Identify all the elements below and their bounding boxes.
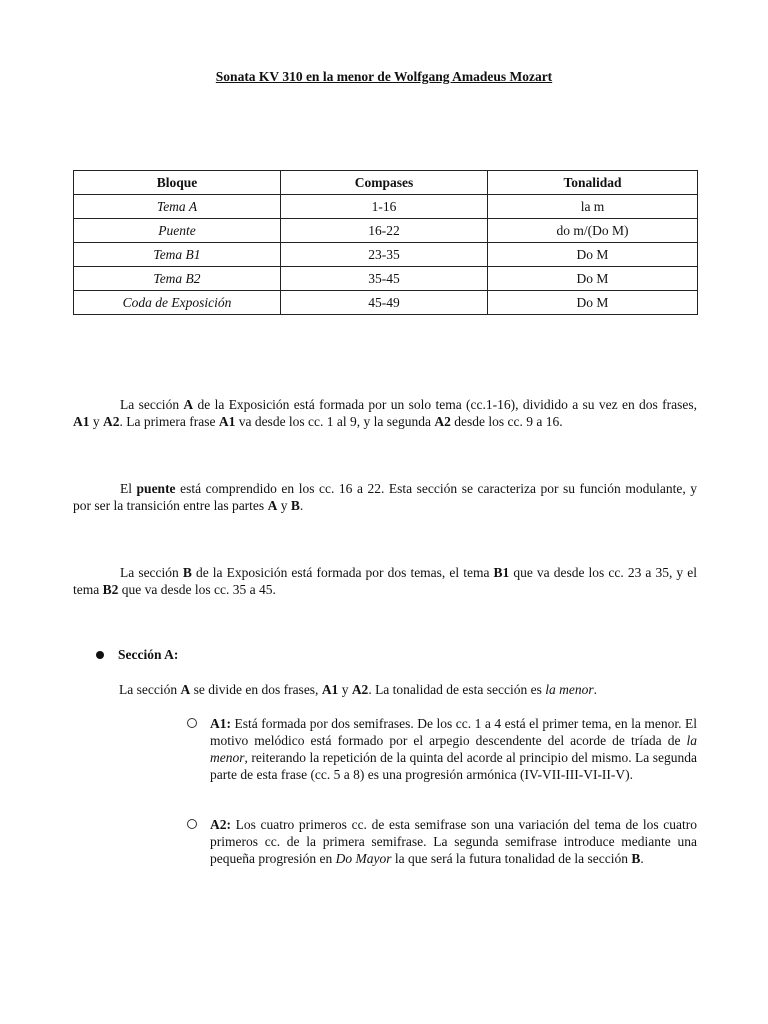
- cell-compases: 35-45: [281, 267, 488, 291]
- cell-bloque: Tema B1: [74, 243, 281, 267]
- text-run: La sección: [120, 397, 184, 412]
- section-a-heading: [96, 647, 178, 663]
- column-header-compases: Compases: [281, 171, 488, 195]
- text-run: La sección: [119, 682, 181, 697]
- cell-bloque: Puente: [74, 219, 281, 243]
- text-run: La sección: [120, 565, 183, 580]
- table-header-row: [74, 171, 698, 195]
- text-run: .: [593, 682, 597, 697]
- bold-run: A1: [321, 682, 339, 697]
- bold-run: A1: [218, 414, 236, 429]
- text-run: El: [120, 481, 137, 496]
- cell-compases: 1-16: [281, 195, 488, 219]
- bold-run: A: [183, 397, 194, 412]
- column-header-bloque: Bloque: [74, 171, 281, 195]
- text-run: y: [277, 498, 291, 513]
- cell-tonalidad: do m/(Do M): [488, 219, 698, 243]
- bold-run: A2: [103, 414, 120, 429]
- text-run: de la Exposición está formada por un solo tema (cc.1-16), dividido a su vez en dos frases,: [193, 397, 698, 412]
- text-run: . La tonalidad de esta sección es: [368, 682, 546, 697]
- text-run: y: [89, 414, 103, 429]
- hollow-bullet-icon: [187, 819, 197, 829]
- cell-compases: 23-35: [281, 243, 488, 267]
- text-run: desde los cc. 9 a 16.: [450, 414, 563, 429]
- italic-run: la menor: [210, 733, 697, 765]
- text-run: de la Exposición está formada por dos temas, el tema: [191, 565, 494, 580]
- section-a-intro: [119, 681, 697, 698]
- bold-run: puente: [136, 481, 176, 496]
- hollow-bullet-icon: [187, 718, 197, 728]
- a2-description: [210, 816, 697, 867]
- text-run: , reiterando la repetición de la quinta del acorde al principio del mismo. La segunda parte de esta frase (cc. 5 a 8) es una progresión armónica (IV-VII-III-VI-II-V).: [210, 750, 697, 782]
- bold-run: A2: [351, 682, 369, 697]
- paragraph-seccion-b: [73, 564, 697, 598]
- bold-run: A1:: [210, 716, 231, 731]
- paragraph-puente: [73, 480, 697, 514]
- table-row: [74, 195, 698, 219]
- cell-tonalidad: Do M: [488, 267, 698, 291]
- cell-compases: 16-22: [281, 219, 488, 243]
- text-run: que va desde los cc. 35 a 45.: [118, 582, 276, 597]
- a1-description: [210, 715, 697, 783]
- table-row: [74, 291, 698, 315]
- text-run: Los cuatro primeros cc. de esta semifrase son una variación del tema de los cuatro primeros cc. de la primera semifrase. La segunda semifrase introduce mediante una pequeña progresión en: [210, 817, 697, 866]
- cell-tonalidad: Do M: [488, 291, 698, 315]
- text-run: que va desde los cc. 23 a 35, y el tema: [73, 565, 697, 597]
- document-title: Sonata KV 310 en la menor de Wolfgang Amadeus Mozart: [215, 69, 553, 84]
- bold-run: A2:: [210, 817, 231, 832]
- bold-run: B2: [102, 582, 119, 597]
- text-run: . La primera frase: [119, 414, 219, 429]
- text-run: y: [338, 682, 352, 697]
- bold-run: B1: [493, 565, 510, 580]
- text-run: .: [640, 851, 644, 866]
- bold-run: A: [267, 498, 278, 513]
- text-run: .: [299, 498, 304, 513]
- bold-run: A1: [73, 414, 90, 429]
- italic-run: la menor: [545, 682, 594, 697]
- cell-tonalidad: Do M: [488, 243, 698, 267]
- cell-compases: 45-49: [281, 291, 488, 315]
- text-run: va desde los cc. 1 al 9, y la segunda: [235, 414, 435, 429]
- table-row: [74, 267, 698, 291]
- structure-table: [73, 170, 698, 315]
- table-row: [74, 219, 698, 243]
- text-run: la que será la futura tonalidad de la sección: [391, 851, 632, 866]
- column-header-tonalidad: Tonalidad: [488, 171, 698, 195]
- bold-run: B: [631, 851, 641, 866]
- paragraph-seccion-a: [73, 396, 697, 430]
- bullet-icon: [96, 651, 104, 659]
- bold-run: A2: [434, 414, 451, 429]
- cell-bloque: Coda de Exposición: [74, 291, 281, 315]
- italic-run: Do Mayor: [335, 851, 392, 866]
- bold-run: A: [180, 682, 191, 697]
- cell-tonalidad: la m: [488, 195, 698, 219]
- table-row: [74, 243, 698, 267]
- bold-run: B: [182, 565, 192, 580]
- cell-bloque: Tema B2: [74, 267, 281, 291]
- text-run: está comprendido en los cc. 16 a 22. Esta sección se caracteriza por su función modulante, y por ser la transición entre las partes: [73, 481, 697, 513]
- bold-run: B: [290, 498, 300, 513]
- text-run: se divide en dos frases,: [190, 682, 322, 697]
- section-a-heading-text: Sección A:: [118, 647, 179, 662]
- text-run: Está formada por dos semifrases. De los cc. 1 a 4 está el primer tema, en la menor. El motivo melódico está formado por el arpegio descendente del acorde de tríada de: [210, 716, 697, 748]
- cell-bloque: Tema A: [74, 195, 281, 219]
